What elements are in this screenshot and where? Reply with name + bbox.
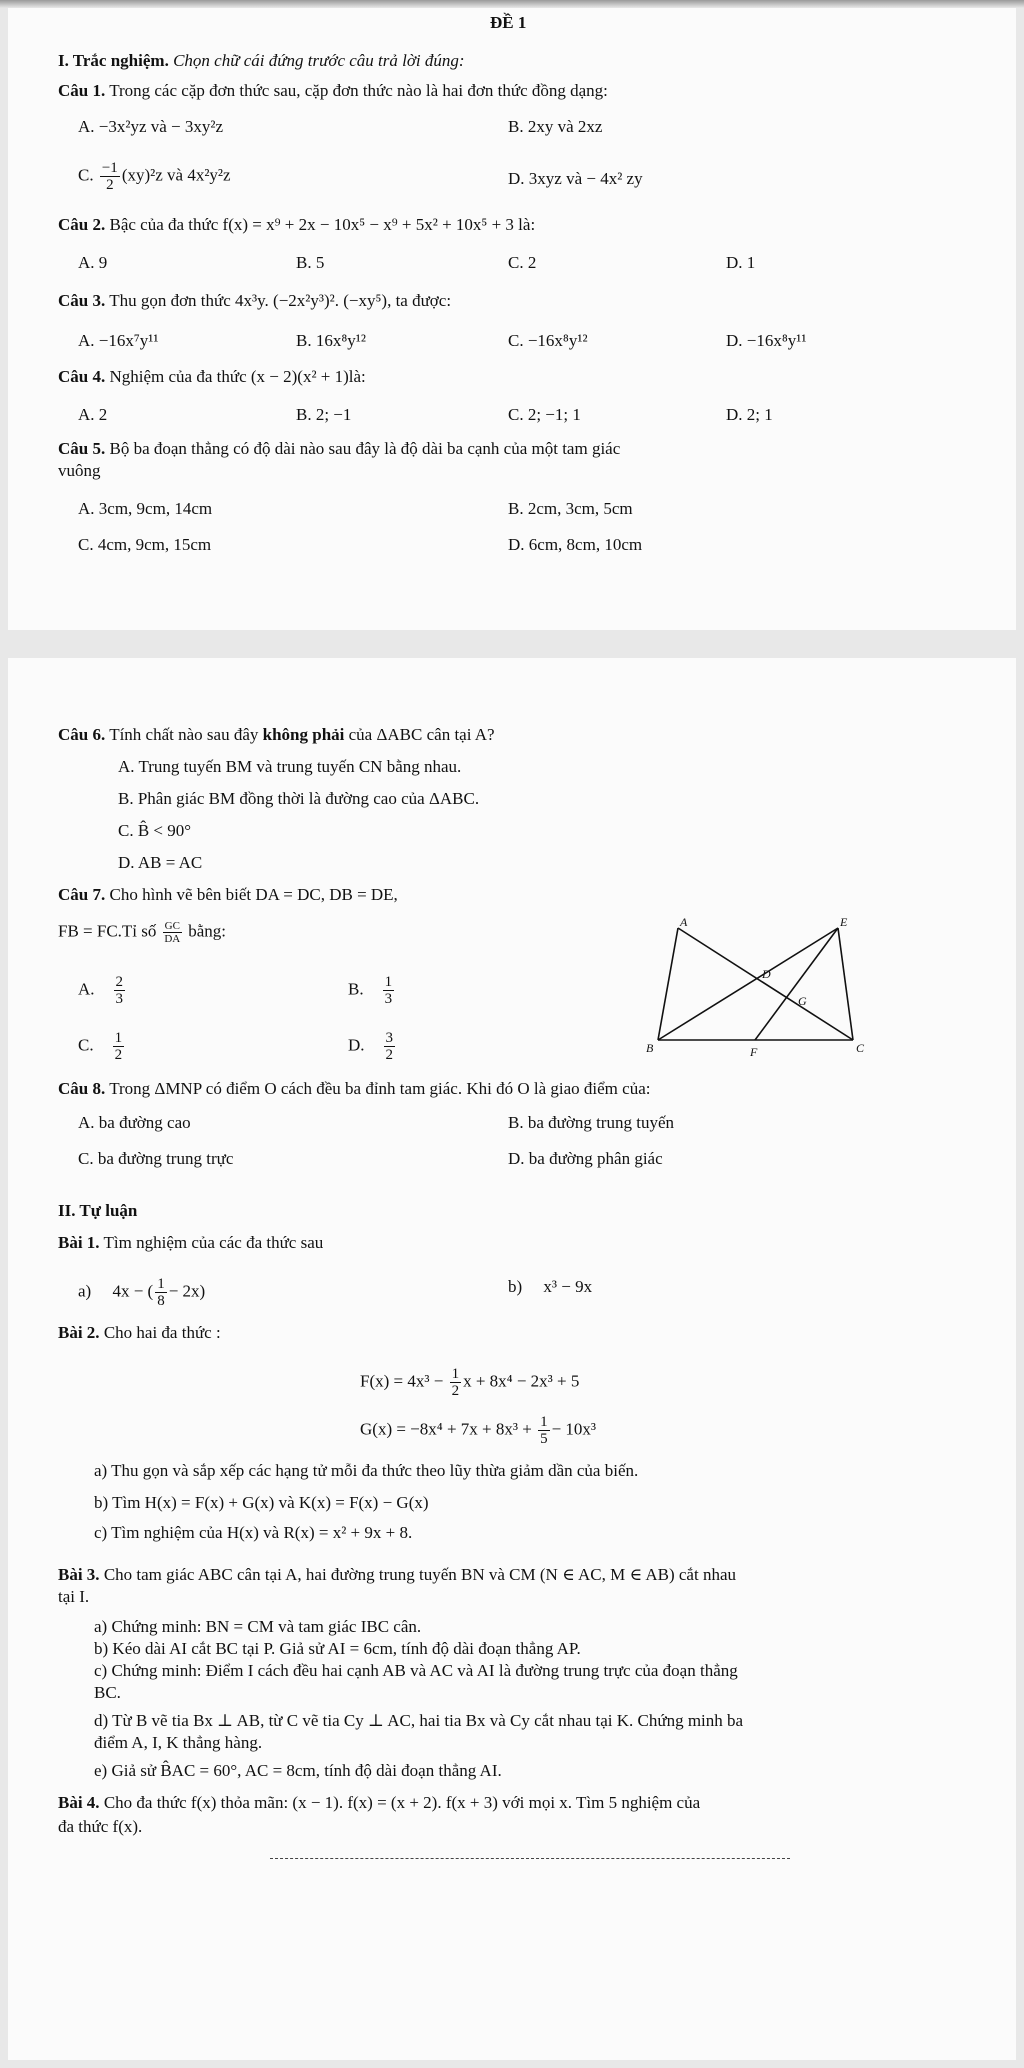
label-f: F xyxy=(750,1045,758,1058)
q1-option-b: B. 2xy và 2xz xyxy=(508,117,603,136)
question-1: Câu 1. Trong các cặp đơn thức sau, cặp đơn thức nào là hai đơn thức đồng dạng: xyxy=(58,81,608,100)
q6-option-b: B. Phân giác BM đồng thời là đường cao của ΔABC. xyxy=(118,789,480,808)
end-divider xyxy=(270,1858,790,1859)
q3-option-b: B. 16x⁸y¹² xyxy=(296,331,366,350)
exercise-2: Bài 2. Cho hai đa thức : xyxy=(58,1323,221,1342)
question-5: Câu 5. Bộ ba đoạn thẳng có độ dài nào sau đây là độ dài ba cạnh của một tam giác xyxy=(58,439,621,458)
q4-option-d: D. 2; 1 xyxy=(726,405,773,424)
segment-ab xyxy=(658,928,678,1040)
q1-option-c: C. $\frac{-1}{2}$ (xy)²z và 4x²y²z xyxy=(78,160,231,193)
q3-option-c: C. −16x⁸y¹² xyxy=(508,331,588,350)
label-c: C xyxy=(856,1041,865,1055)
page-1 xyxy=(8,8,1016,630)
q1-option-d: D. 3xyz và − 4x² zy xyxy=(508,169,643,188)
ex3-part-d-cont: điểm A, I, K thẳng hàng. xyxy=(94,1733,263,1752)
question-4: Câu 4. Nghiệm của đa thức (x − 2)(x² + 1)là: xyxy=(58,367,366,386)
exam-title: ĐỀ 1 xyxy=(490,13,527,32)
exercise-1: Bài 1. Tìm nghiệm của các đa thức sau xyxy=(58,1233,324,1252)
ex2-part-c: c) Tìm nghiệm của H(x) và R(x) = x² + 9x + 8. xyxy=(94,1523,413,1542)
q3-option-a: A. −16x⁷y¹¹ xyxy=(78,331,159,350)
question-8: Câu 8. Trong ΔMNP có điểm O cách đều ba đỉnh tam giác. Khi đó O là giao điểm của: xyxy=(58,1079,651,1098)
q7-option-c: C. $\frac{1}{2}$ xyxy=(78,1030,123,1063)
page-2 xyxy=(8,658,1016,2060)
q1-option-a: A. −3x²yz và − 3xy²z xyxy=(78,117,224,136)
q5-option-d: D. 6cm, 8cm, 10cm xyxy=(508,535,643,554)
ex1-part-a: a) 4x − ( $\frac{1}{8}$ − 2x) xyxy=(78,1276,206,1309)
part2-heading: II. Tự luận xyxy=(58,1201,138,1220)
part1-heading: I. Trắc nghiệm. Chọn chữ cái đứng trước câu trả lời đúng: xyxy=(58,51,465,70)
q6-option-a: A. Trung tuyến BM và trung tuyến CN bằng nhau. xyxy=(118,757,462,776)
label-a: A xyxy=(680,918,688,929)
q8-option-d: D. ba đường phân giác xyxy=(508,1149,663,1168)
q5-option-c: C. 4cm, 9cm, 15cm xyxy=(78,535,212,554)
q8-option-a: A. ba đường cao xyxy=(78,1113,191,1132)
q6-option-d: D. AB = AC xyxy=(118,853,203,872)
ex3-part-d: d) Từ B vẽ tia Bx ⊥ AB, từ C vẽ tia Cy ⊥ AC, hai tia Bx và Cy cắt nhau tại K. Chứng minh ba xyxy=(94,1711,744,1730)
q7-option-a: A. $\frac{2}{3}$ xyxy=(78,974,124,1007)
label-d: D xyxy=(762,967,771,981)
ex3-part-e: e) Giả sử B̂AC = 60°, AC = 8cm, tính độ dài đoạn thẳng AI. xyxy=(94,1761,502,1780)
q8-option-c: C. ba đường trung trực xyxy=(78,1149,234,1168)
label-g: G xyxy=(798,994,807,1008)
ex3-part-c-cont: BC. xyxy=(94,1683,121,1702)
label-e: E xyxy=(840,918,848,929)
ex2-part-a: a) Thu gọn và sắp xếp các hạng tử mỗi đa thức theo lũy thừa giảm dần của biến. xyxy=(94,1461,639,1480)
exercise-3-cont: tại I. xyxy=(58,1587,90,1606)
exercise-3: Bài 3. Cho tam giác ABC cân tại A, hai đường trung tuyến BN và CM (N ∈ AC, M ∈ AB) cắt nhau xyxy=(58,1565,736,1584)
ex2-polynomial-g: G(x) = −8x⁴ + 7x + 8x³ + $\frac{1}{5}$ − 10x³ xyxy=(360,1414,596,1447)
ex3-part-a: a) Chứng minh: BN = CM và tam giác IBC cân. xyxy=(94,1617,422,1636)
q2-option-d: D. 1 xyxy=(726,253,756,272)
q7-option-d: D. $\frac{3}{2}$ xyxy=(348,1030,394,1063)
exercise-4-cont: đa thức f(x). xyxy=(58,1817,143,1836)
q7-option-b: B. $\frac{1}{3}$ xyxy=(348,974,393,1007)
segment-ec xyxy=(838,928,853,1040)
q7-geometry-figure xyxy=(638,918,878,1058)
q6-option-c: C. B̂ < 90° xyxy=(118,821,192,840)
question-7: Câu 7. Cho hình vẽ bên biết DA = DC, DB = DE, xyxy=(58,885,398,904)
q2-option-c: C. 2 xyxy=(508,253,537,272)
question-5-cont: vuông xyxy=(58,461,101,480)
question-3: Câu 3. Thu gọn đơn thức 4x³y. (−2x²y³)². (−xy⁵), ta được: xyxy=(58,291,452,310)
q4-option-a: A. 2 xyxy=(78,405,108,424)
ex1-part-b: b) x³ − 9x xyxy=(508,1277,593,1296)
top-shadow xyxy=(0,0,1024,8)
label-b: B xyxy=(646,1041,654,1055)
segment-ac xyxy=(678,928,853,1040)
ex3-part-b: b) Kéo dài AI cắt BC tại P. Giả sử AI = 6cm, tính độ dài đoạn thẳng AP. xyxy=(94,1639,581,1658)
question-7-cont: FB = FC.Tỉ số $\frac{GC}{DA}$ bằng: xyxy=(58,920,226,945)
ex3-part-c: c) Chứng minh: Điểm I cách đều hai cạnh AB và AC và AI là đường trung trực của đoạn thẳng xyxy=(94,1661,738,1680)
q4-option-c: C. 2; −1; 1 xyxy=(508,405,581,424)
q8-option-b: B. ba đường trung tuyến xyxy=(508,1113,674,1132)
q3-option-d: D. −16x⁸y¹¹ xyxy=(726,331,807,350)
q2-option-a: A. 9 xyxy=(78,253,108,272)
q4-option-b: B. 2; −1 xyxy=(296,405,352,424)
question-6: Câu 6. Tính chất nào sau đây không phải của ΔABC cân tại A? xyxy=(58,725,495,744)
q5-option-a: A. 3cm, 9cm, 14cm xyxy=(78,499,213,518)
q5-option-b: B. 2cm, 3cm, 5cm xyxy=(508,499,633,518)
q2-option-b: B. 5 xyxy=(296,253,325,272)
ex2-polynomial-f: F(x) = 4x³ − $\frac{1}{2}$ x + 8x⁴ − 2x³ + 5 xyxy=(360,1366,580,1399)
exercise-4: Bài 4. Cho đa thức f(x) thỏa mãn: (x − 1). f(x) = (x + 2). f(x + 3) với mọi x. Tìm 5 nghiệm của xyxy=(58,1793,701,1812)
segment-be xyxy=(658,928,838,1040)
ex2-part-b: b) Tìm H(x) = F(x) + G(x) và K(x) = F(x) − G(x) xyxy=(94,1493,429,1512)
question-2: Câu 2. Bậc của đa thức f(x) = x⁹ + 2x − 10x⁵ − x⁹ + 5x² + 10x⁵ + 3 là: xyxy=(58,215,536,234)
